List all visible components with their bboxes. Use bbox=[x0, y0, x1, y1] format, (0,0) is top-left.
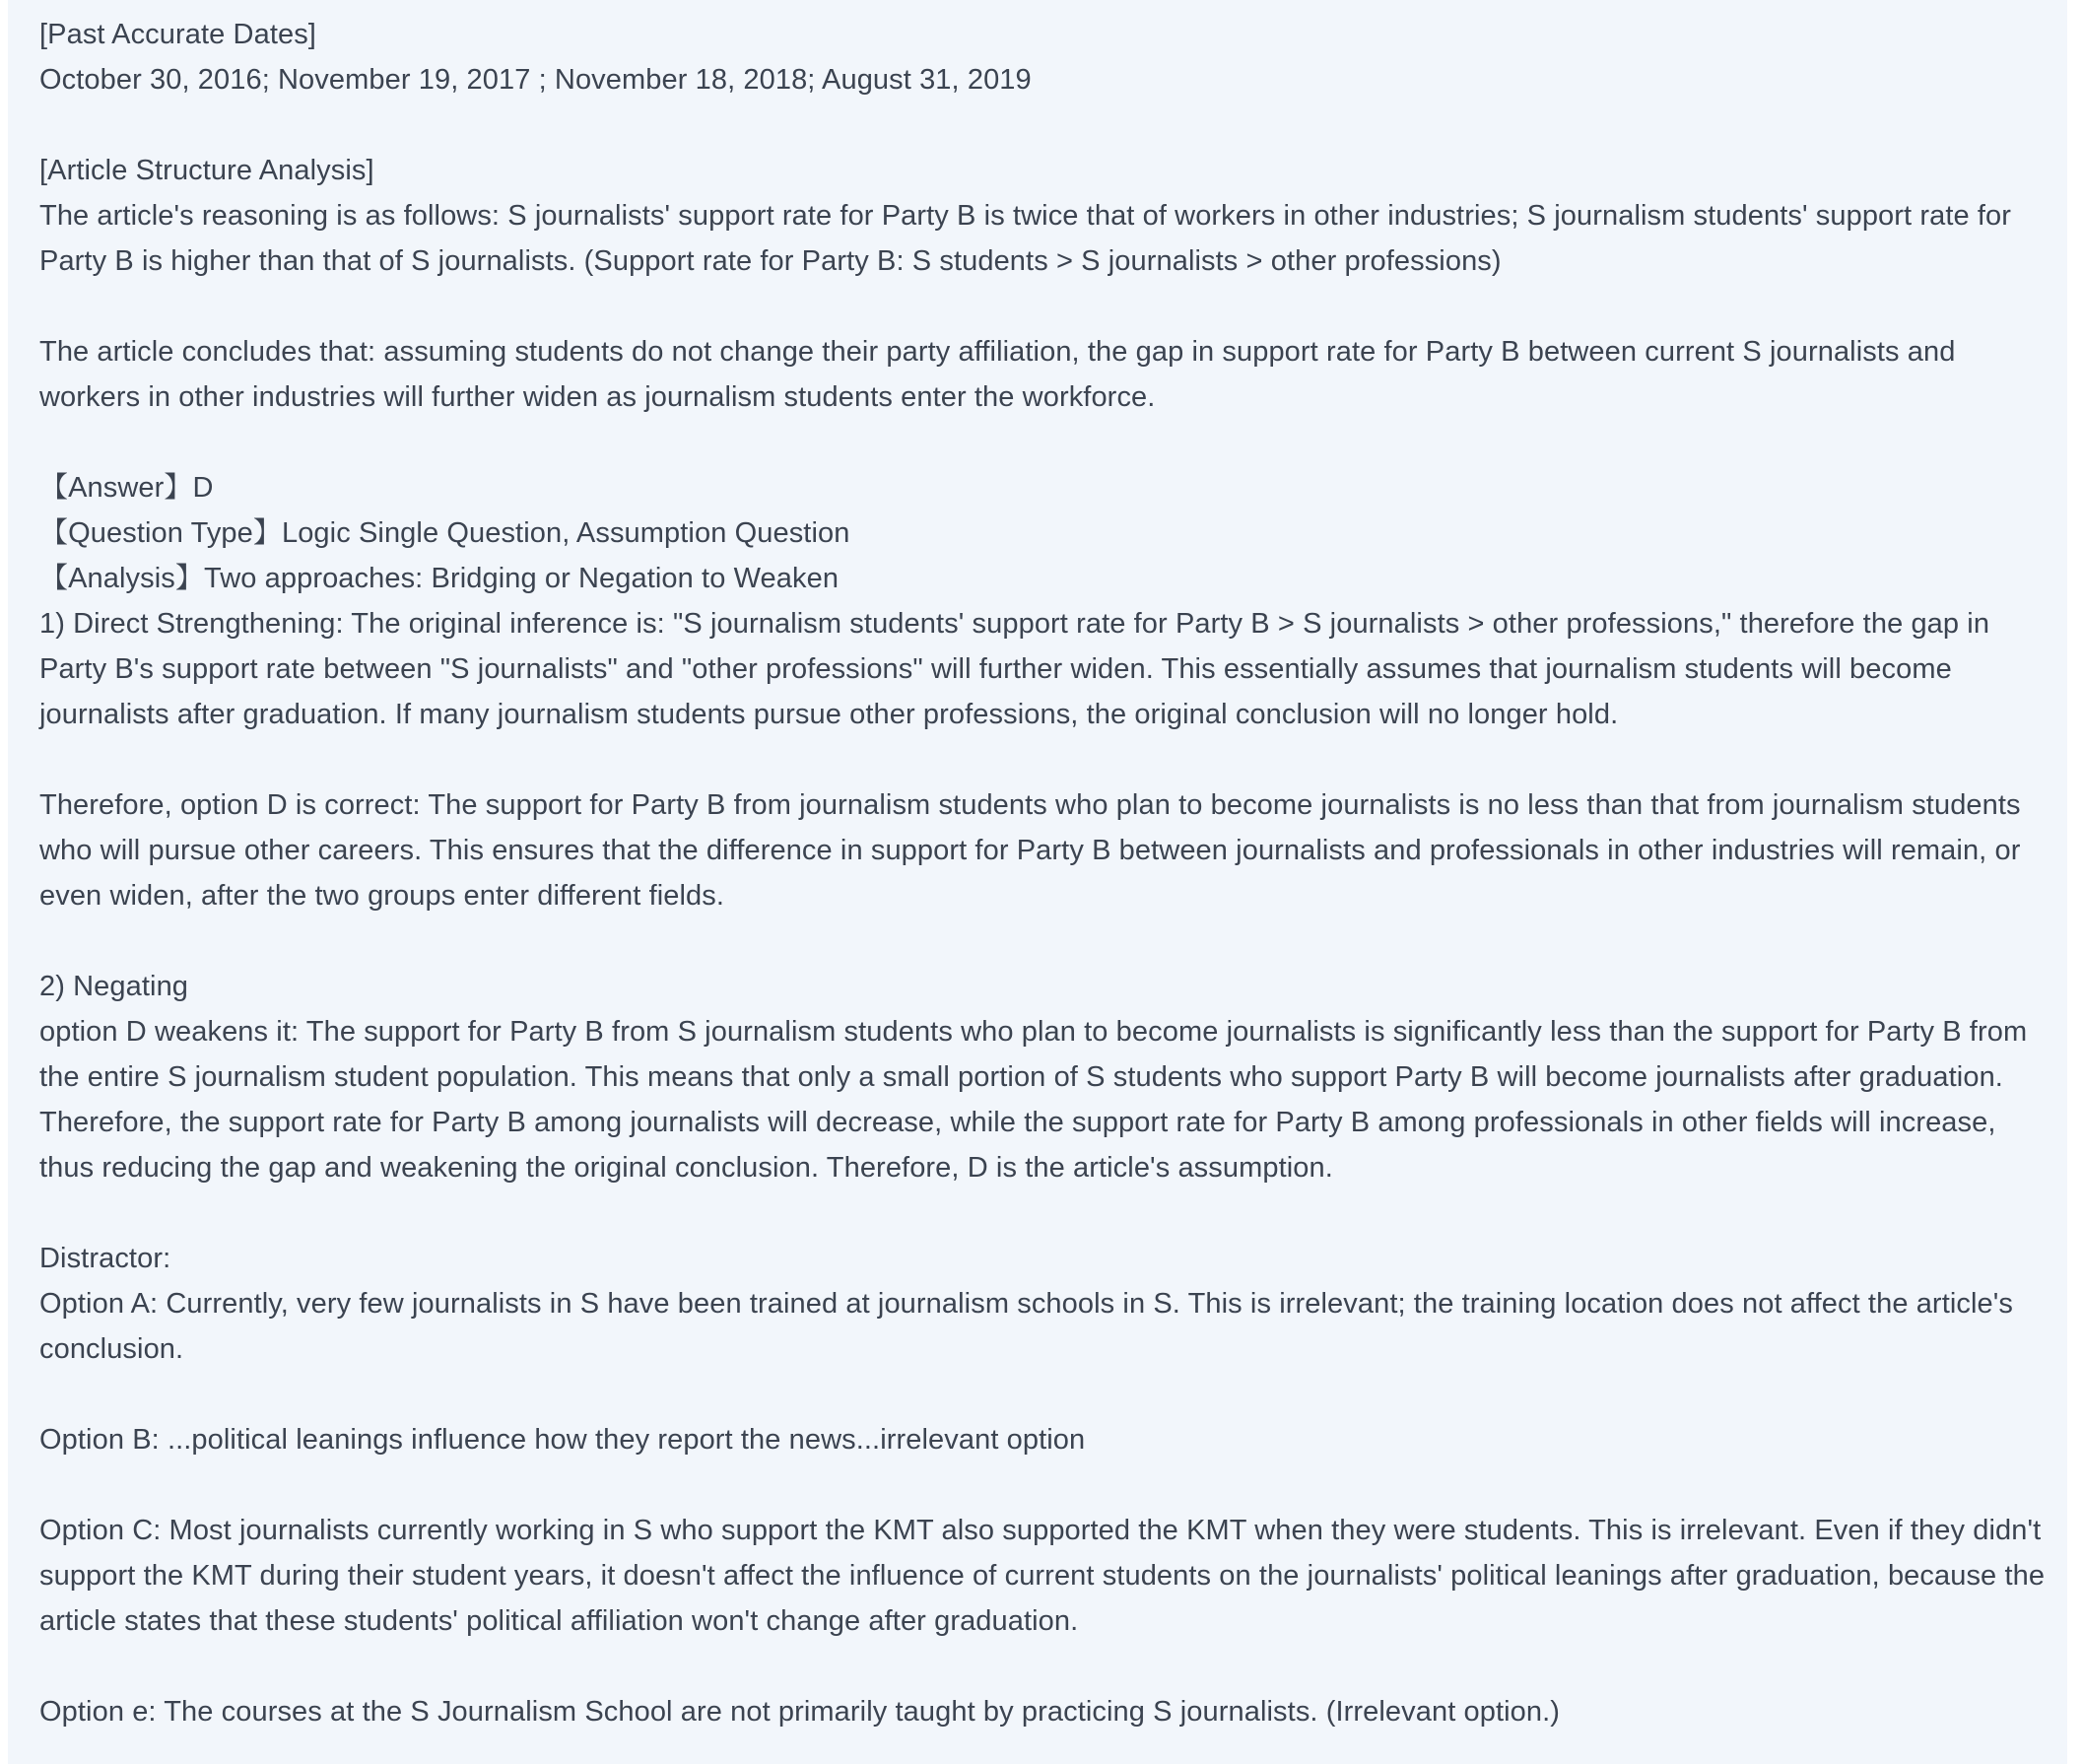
structure-analysis-conclusion: The article concludes that: assuming students do not change their party affiliation, the gap in support rate for Party B between current S journalists and workers in other industries will further widen as journalism students enter the workforce. bbox=[39, 336, 1964, 413]
structure-analysis-heading: [Article Structure Analysis] bbox=[39, 155, 374, 186]
negation-paragraph: option D weakens it: The support for Party B from S journalism students who plan to become journalists is significantly less than the support for Party B from the entire S journalism student population. This means that only a small portion of S students who support Party B will become journalists after graduation. Therefore, the support rate for Party B among journalists will decrease, while the support rate for Party B among professionals in other fields will increase, thus reducing the gap and weakening the original conclusion. Therefore, D is the article's assumption. bbox=[39, 1016, 2036, 1184]
negation-heading: 2) Negating bbox=[39, 971, 189, 1002]
direct-strengthening-paragraph: 1) Direct Strengthening: The original inference is: "S journalism students' support rate for Party B > S journalists > other professions," therefore the gap in Party B's support rate between "S journalists" and "other professions" will further widen. This essentially assumes that journalism students will become journalists after graduation. If many journalism students pursue other professions, the original conclusion will no longer hold. bbox=[39, 608, 1998, 730]
option-a-paragraph: Option A: Currently, very few journalists in S have been trained at journalism schools in S. This is irrelevant; the training location does not affect the article's conclusion. bbox=[39, 1288, 2022, 1365]
past-dates-list: October 30, 2016; November 19, 2017 ; November 18, 2018; August 31, 2019 bbox=[39, 64, 1032, 96]
answer-line: 【Answer】D bbox=[39, 472, 214, 504]
option-b-paragraph: Option B: ...political leanings influence how they report the news...irrelevant option bbox=[39, 1424, 1086, 1456]
option-e-paragraph: Option e: The courses at the S Journalism School are not primarily taught by practicing S journalists. (Irrelevant option.) bbox=[39, 1696, 1561, 1728]
past-dates-heading: [Past Accurate Dates] bbox=[39, 19, 316, 50]
structure-analysis-reasoning: The article's reasoning is as follows: S journalists' support rate for Party B is twice that of workers in other industries; S journalism students' support rate for Party B is higher than that of S journalists. (Support rate for Party B: S students > S journalists > other professions) bbox=[39, 200, 2020, 277]
option-d-correct-paragraph: Therefore, option D is correct: The support for Party B from journalism students who plan to become journalists is no less than that from journalism students who will pursue other careers. This ensures that the difference in support for Party B between journalists and professionals in other industries will remain, or even widen, after the two groups enter different fields. bbox=[39, 789, 2029, 912]
option-c-paragraph: Option C: Most journalists currently working in S who support the KMT also supported the KMT when they were students. This is irrelevant. Even if they didn't support the KMT during their student years, it doesn't affect the influence of current students on the journalists' political leanings after graduation, because the article states that these students' political affiliation won't change after graduation. bbox=[39, 1515, 2053, 1637]
analysis-document bbox=[8, 0, 2067, 1764]
question-type-line: 【Question Type】Logic Single Question, Assumption Question bbox=[39, 517, 850, 549]
distractor-heading: Distractor: bbox=[39, 1243, 171, 1274]
analysis-approach-line: 【Analysis】Two approaches: Bridging or Negation to Weaken bbox=[39, 563, 840, 594]
